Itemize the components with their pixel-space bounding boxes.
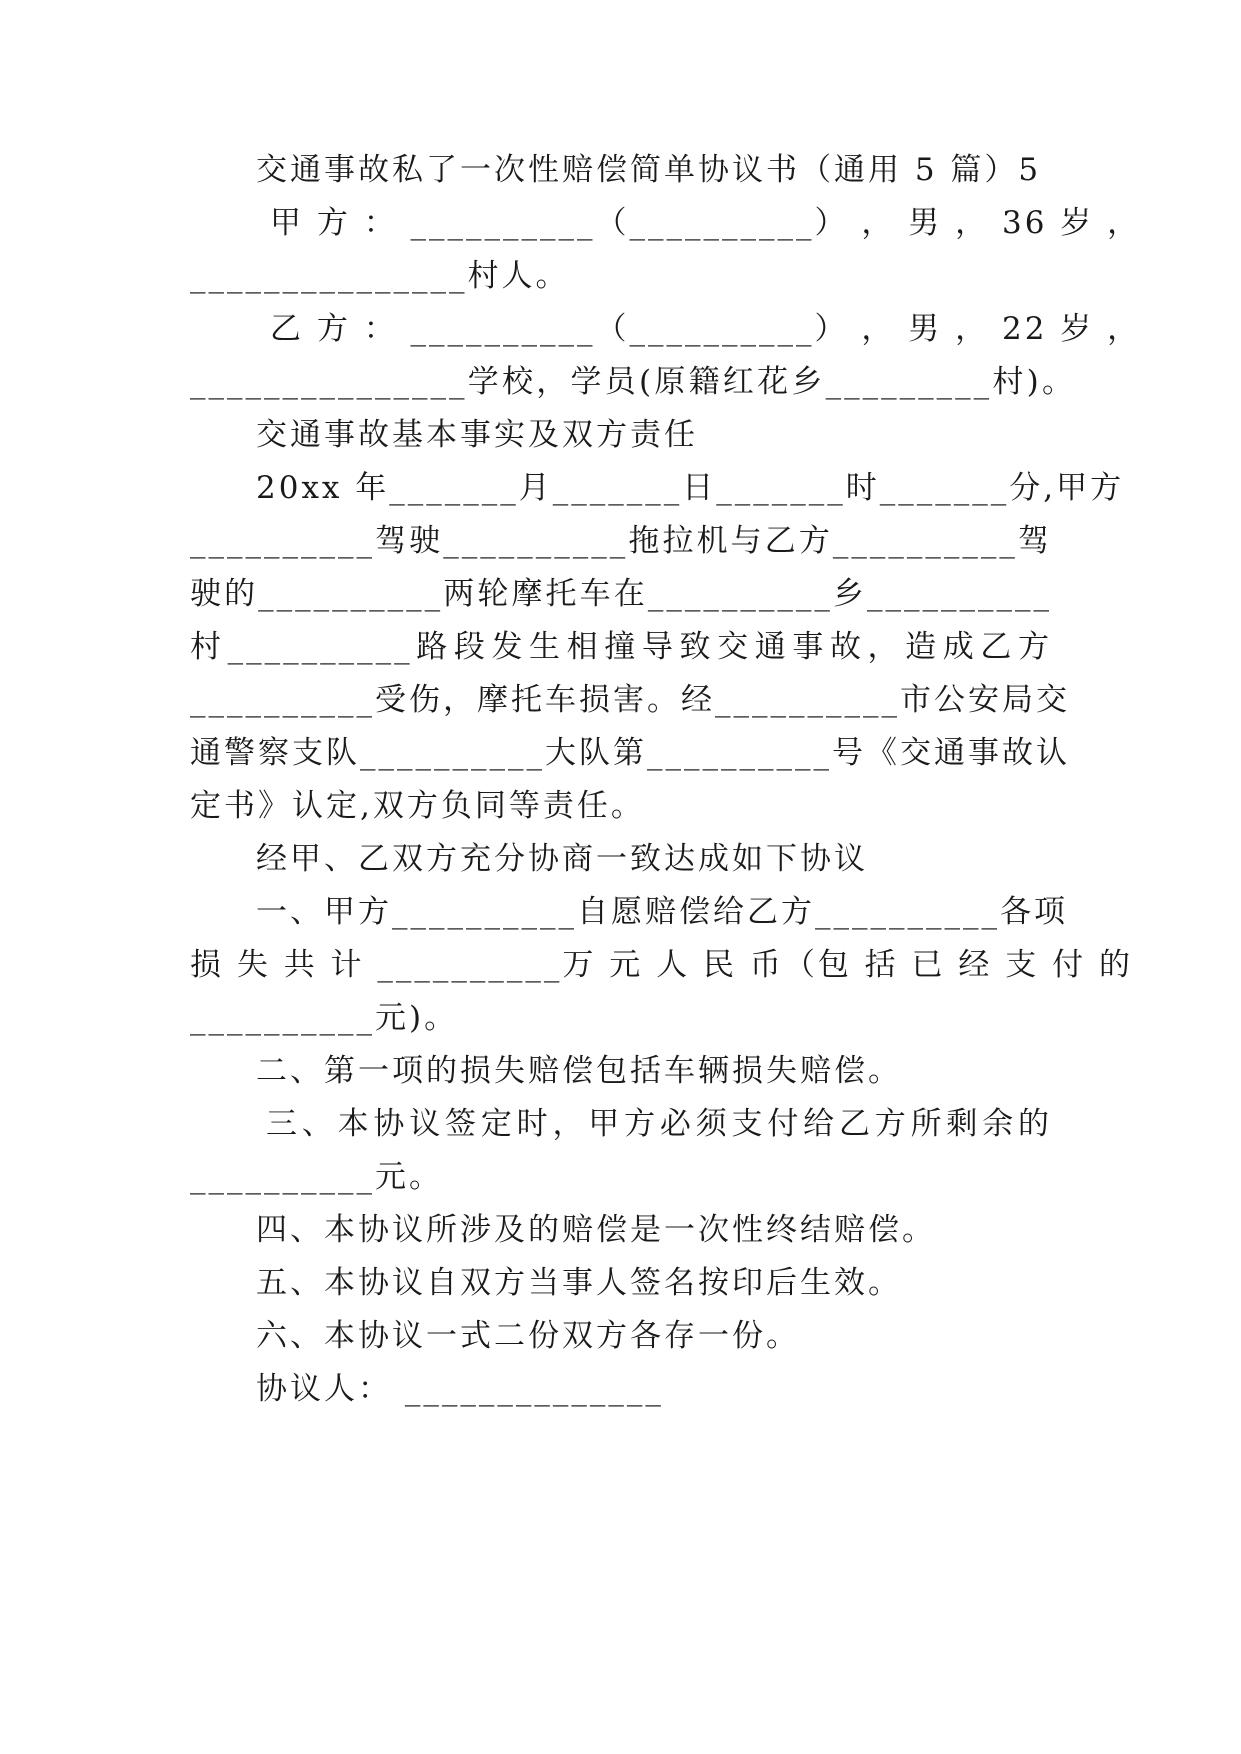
party-b-school-line: _______________学校，学员(原籍红花乡_________村)。 xyxy=(190,364,1076,400)
accident-responsibility-line: 定书》认定,双方负同等责任。 xyxy=(190,788,645,824)
clause-2: 二、第一项的损失赔偿包括车辆损失赔偿。 xyxy=(256,1053,902,1089)
section-heading-facts: 交通事故基本事实及双方责任 xyxy=(256,417,698,453)
clause-6: 六、本协议一式二份双方各存一份。 xyxy=(256,1318,800,1354)
party-a-village-line: _______________村人。 xyxy=(190,258,570,294)
accident-injury-line: __________受伤，摩托车损害。经__________市公安局交 xyxy=(190,682,1070,718)
clause-4: 四、本协议所涉及的赔偿是一次性终结赔偿。 xyxy=(256,1212,936,1248)
party-a-line: 甲 方 ： __________（__________） ， 男 ， 36 岁 ， xyxy=(270,205,1142,241)
clause-5: 五、本协议自双方当事人签名按印后生效。 xyxy=(256,1265,902,1301)
clause-3-line-1: 三、本协议签定时，甲方必须支付给乙方所剩余的 xyxy=(266,1106,1052,1142)
signatory-line: 协议人： ______________ xyxy=(256,1371,664,1407)
clause-3-line-2: __________元。 xyxy=(190,1159,443,1195)
party-b-line: 乙 方 ： __________（__________） ， 男 ， 22 岁 ， xyxy=(270,311,1142,347)
clause-1-line-2: 损 失 共 计 __________万 元 人 民 币（包 括 已 经 支 付 的 xyxy=(190,947,1133,983)
accident-drivers-line: __________驾驶__________拖拉机与乙方__________驾 xyxy=(190,523,1052,559)
accident-location-line: 村__________路段发生相撞导致交通事故，造成乙方 xyxy=(190,629,1052,665)
document-title: 交通事故私了一次性赔偿简单协议书（通用 5 篇）5 xyxy=(256,152,1042,188)
clause-1-line-1: 一、甲方__________自愿赔偿给乙方__________各项 xyxy=(256,894,1068,930)
accident-vehicle-line: 驶的__________两轮摩托车在__________乡__________ xyxy=(190,576,1052,612)
clause-1-line-3: __________元)。 xyxy=(190,1000,459,1036)
agreement-intro: 经甲、乙双方充分协商一致达成如下协议 xyxy=(256,841,868,877)
accident-time-line: 20xx 年_______月_______日_______时_______分,甲方 xyxy=(256,470,1125,506)
accident-police-line: 通警察支队__________大队第__________号《交通事故认 xyxy=(190,735,1070,771)
